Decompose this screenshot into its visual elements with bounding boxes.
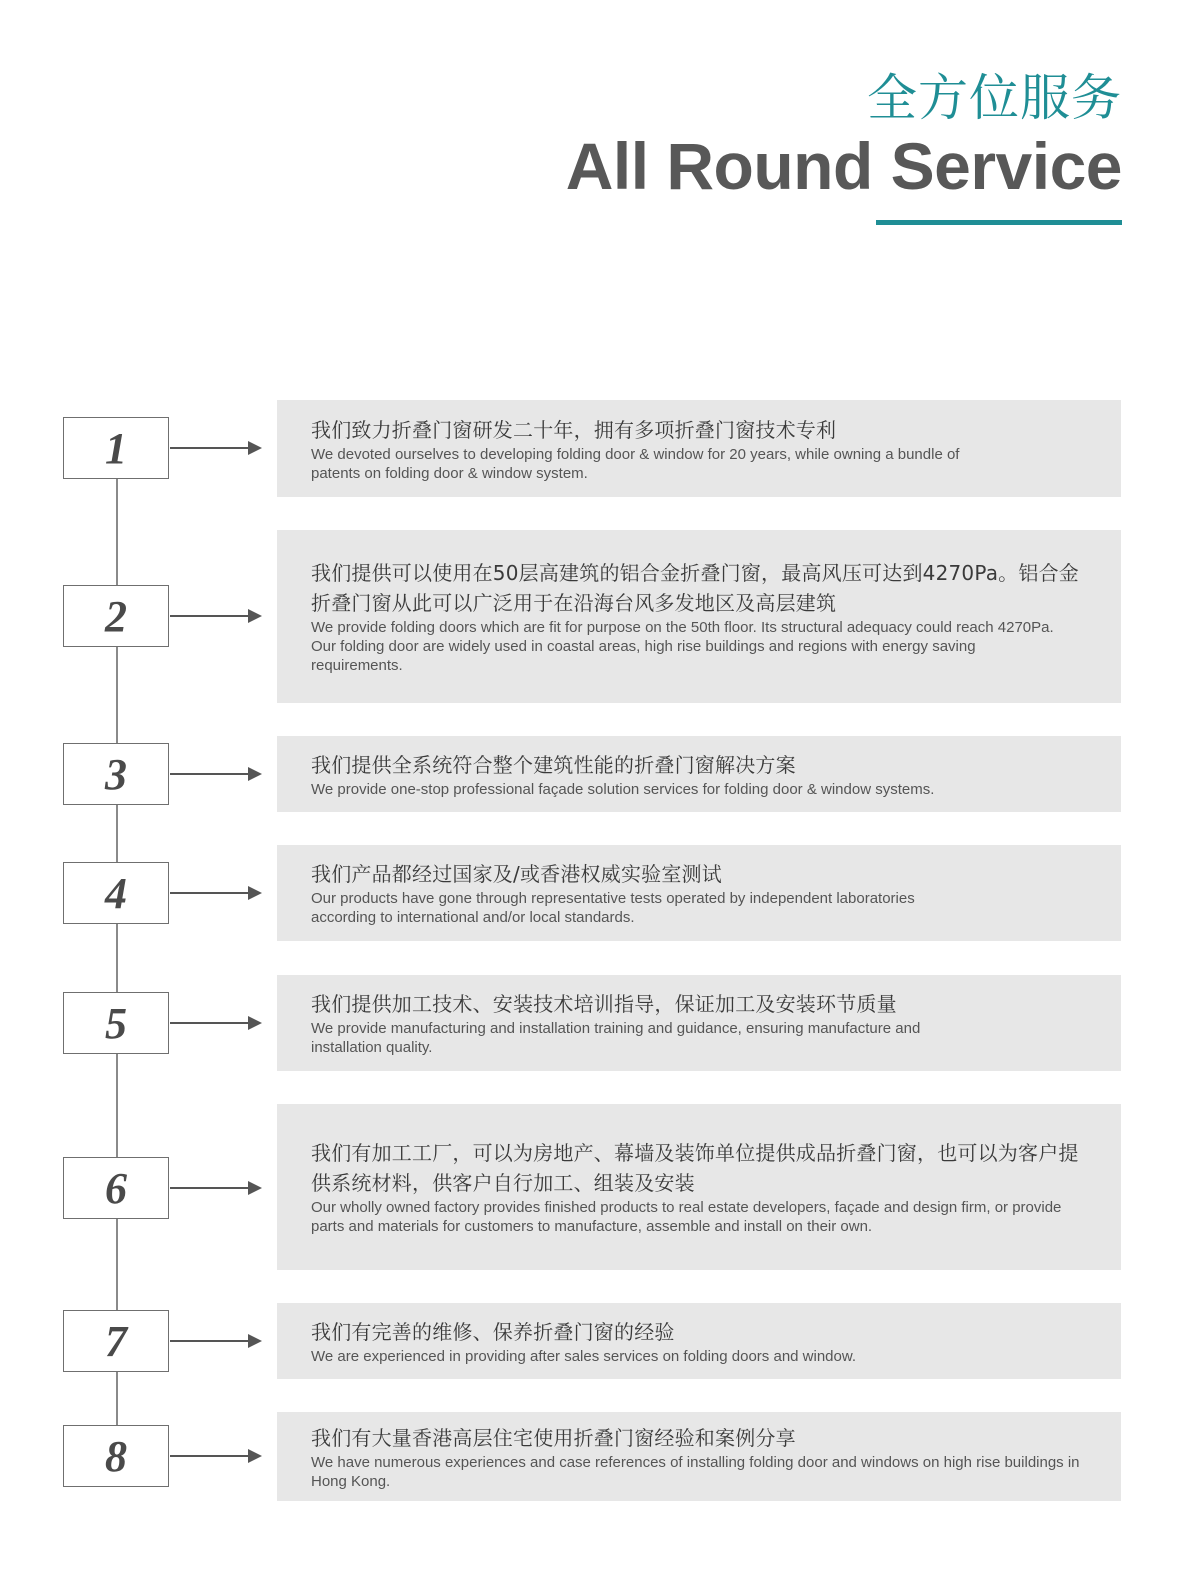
arrow-right-icon <box>170 1449 262 1463</box>
arrow-right-icon <box>170 609 262 623</box>
step-number-box: 2 <box>63 585 169 647</box>
arrow-right-icon <box>170 441 262 455</box>
service-text-zh: 我们致力折叠门窗研发二十年，拥有多项折叠门窗技术专利 <box>311 417 837 442</box>
service-text-en: We provide folding doors which are fit for purpose on the 50th floor. Its structural adequacy could reach 4270Pa. Our folding door are widely used in coastal areas, high rise buildings and regions with energy saving requirements. <box>311 619 1054 674</box>
page-title-zh: 全方位服务 <box>867 69 1122 127</box>
arrow-right-icon <box>170 767 262 781</box>
service-text-zh: 我们有加工工厂，可以为房地产、幕墙及装饰单位提供成品折叠门窗，也可以为客户提供系统材料，供客户自行加工、组装及安装 <box>311 1141 1079 1195</box>
arrow-right-icon <box>170 1334 262 1348</box>
service-text-zh: 我们产品都经过国家及/或香港权威实验室测试 <box>311 862 722 886</box>
step-number-box: 1 <box>63 417 169 479</box>
step-number-box: 8 <box>63 1425 169 1487</box>
service-text-zh: 我们有大量香港高层住宅使用折叠门窗经验和案例分享 <box>311 1425 796 1450</box>
service-card <box>277 845 1121 941</box>
step-number-box: 5 <box>63 992 169 1054</box>
service-card <box>277 736 1121 812</box>
service-text-en: We are experienced in providing after sales services on folding doors and window. <box>311 1347 857 1365</box>
step-number-box: 7 <box>63 1310 169 1372</box>
arrow-right-icon <box>170 1016 262 1030</box>
service-card <box>277 1412 1121 1501</box>
service-text-en: Our products have gone through representative tests operated by independent laboratories according to international and/or local standards. <box>311 890 915 926</box>
service-text-zh: 我们提供加工技术、安装技术培训指导，保证加工及安装环节质量 <box>311 992 897 1016</box>
service-text-en: We have numerous experiences and case references of installing folding door and windows on high rise buildings in Hong Kong. <box>311 1453 1080 1490</box>
service-card <box>277 530 1121 703</box>
step-number-box: 4 <box>63 862 169 924</box>
service-text-en: We provide one-stop professional façade solution services for folding door & window systems. <box>311 780 935 798</box>
service-card <box>277 975 1121 1071</box>
service-card <box>277 400 1121 497</box>
service-card <box>277 1104 1121 1270</box>
service-text-zh: 我们提供可以使用在50层高建筑的铝合金折叠门窗，最高风压可达到4270Pa。铝合金折叠门窗从此可以广泛用于在沿海台风多发地区及高层建筑 <box>311 561 1079 615</box>
title-underline <box>876 220 1122 225</box>
service-text-en: Our wholly owned factory provides finished products to real estate developers, façade and design firm, or provide parts and materials for customers to manufacture, assemble and install on their own. <box>311 1199 1062 1235</box>
service-text-en: We provide manufacturing and installation training and guidance, ensuring manufacture and installation quality. <box>311 1020 921 1056</box>
service-text-zh: 我们提供全系统符合整个建筑性能的折叠门窗解决方案 <box>311 752 796 777</box>
service-text-zh: 我们有完善的维修、保养折叠门窗的经验 <box>311 1319 675 1344</box>
page-title-en: All Round Service <box>565 129 1122 203</box>
arrow-right-icon <box>170 1181 262 1195</box>
arrow-right-icon <box>170 886 262 900</box>
service-text-en: We devoted ourselves to developing folding door & window for 20 years, while owning a bundle of patents on folding door & window system. <box>311 445 960 482</box>
service-card <box>277 1303 1121 1379</box>
step-number-box: 6 <box>63 1157 169 1219</box>
step-number-box: 3 <box>63 743 169 805</box>
